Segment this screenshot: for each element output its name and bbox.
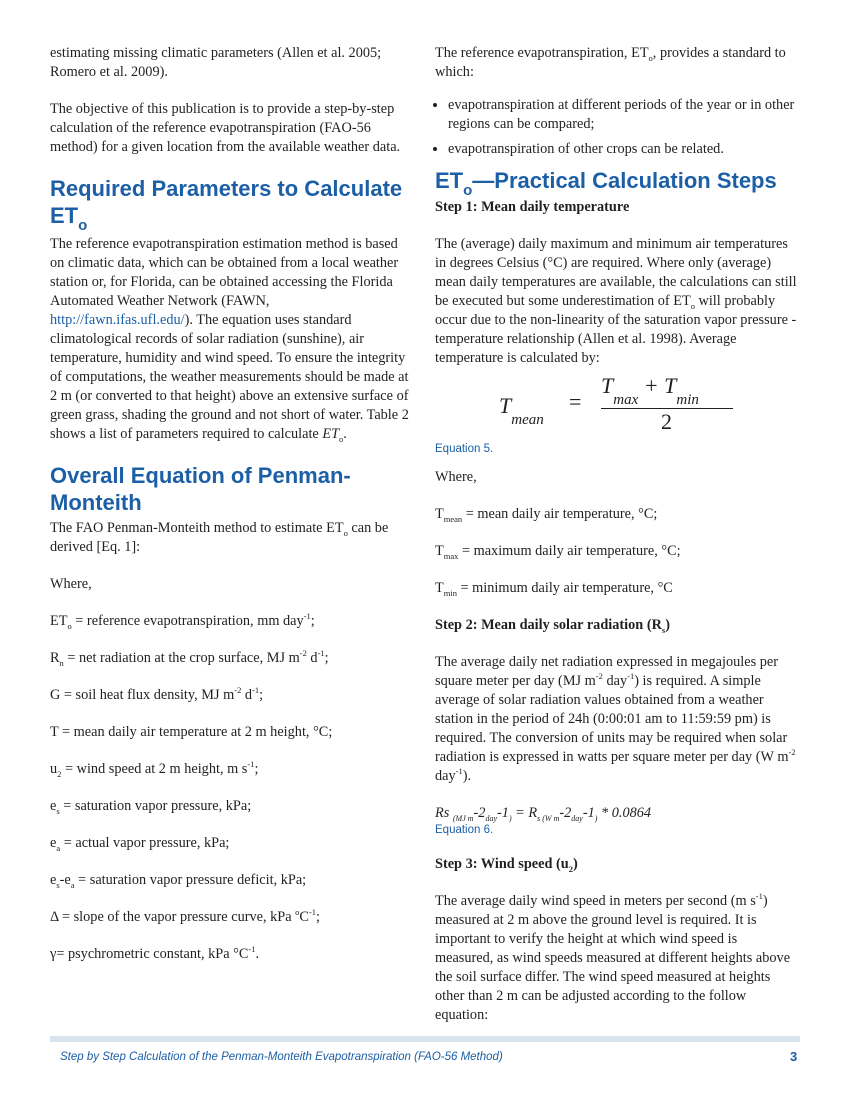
equation-5-label: Equation 5. [435,443,494,455]
paragraph: The average daily wind speed in meters per second (m $s^{-1}$) measured at 2 m above the ground level is required. It is important to verify the height at which wind speed is measured, as wind speeds measured at different heights above the soil surface differ. The wind speed measured at heights other than 2 m can be adjusted according to the follow equation: [435,891,791,1023]
definition: Δ = slope of the vapor pressure curve, kPa $^oC^{-1}$; [50,907,321,925]
definition: T = mean daily air temperature at 2 m height, °C; [50,724,333,740]
definition: $u_2$ = wind speed at 2 m height, m $s^{-1}$; [50,759,259,779]
equation-6-label: Equation 6. [435,824,494,836]
page-number: 3 [790,1049,798,1064]
footer-title: Step by Step Calculation of the Penman-Monteith Evapotranspiration (FAO-56 Method) [60,1051,503,1063]
definition: $ET_o$ = reference evapotranspiration, mm day$^{-1}$; [50,611,315,631]
step-3-heading: Step 3: Wind speed $(u_2)$ [435,856,578,874]
definition: $T_{min}$ = minimum daily air temperature, °C [435,580,673,598]
list-item: • evapotranspiration at different periods of the year or in other regions can be compared; [448,96,799,134]
heading-practical-steps: $ET_o—Practical$ Calculation Steps [435,168,777,199]
paragraph: estimating missing climatic parameters (Allen et al. 2005; Romero et al. 2009). [50,45,382,80]
paragraph: The reference evapotranspiration estimation method is based on climatic data, which can be obtained from a local weather station or, for Florida, can be obtained accessing the Florida Automated Weather Network (FAWN, http://fawn.ifas.ufl.edu/). The equation uses standard climatological records of solar radiation (sunshine), air temperature, humidity and wind speed. To ensure the integrity of computations, the weather measurements should be made at 2 m (or converted to that height) above an extensive surface of green grass, shading the ground and not short of water. Table 2 shows a list of parameters required to calculate $ET_o$. [50,236,409,444]
paragraph: The average daily net radiation expressed in megajoules per square meter per day (MJ $m^{-2}$ day$^{-1}$) is required. A simple average of solar radiation values obtained from a weather station in the period of 24h (0:00:01 am to 11:59:59 pm) is required. The conversion of units may be required when solar radiation is expressed in watts per square meter per day (W $m^{-2}$ day$^{-1}$). [435,654,796,784]
solar-radiation-conversion-formula: Rs $_{(MJ m}-2_{day}-1_) = R_{s (W m}-2_{day}-1_) * 0.0864$ [435,805,652,823]
heading-overall-equation: Overall Equation of Penman-Monteith [50,463,351,515]
bullet-list [435,96,799,159]
definition: $T_{max}$ = maximum daily air temperature, °C; [435,543,681,561]
step-1-heading: Step 1: Mean daily temperature [435,199,630,215]
paragraph: The (average) daily maximum and minimum air temperatures in degrees Celsius (°C) are required. Where only (average) mean daily temperatures are available, the calculations can still be executed but some underestimation of $ET_o$ will probably occur due to the non-linearity of the saturation vapor pressure - temperature relationship (Allen et al. 1998). Average temperature is calculated by: [435,236,797,366]
definition: $e_s$ = saturation vapor pressure, kPa; [50,798,252,816]
definition: $T_{mean}$ = mean daily air temperature, °C; [435,506,658,524]
where-label: Where, [435,469,477,485]
left-column [50,44,412,982]
definition: $R_n$ = net radiation at the crop surface, MJ $m^{-2}$ $d^{-1}$; [50,648,329,668]
step-2-heading: Step 2: Mean daily solar radiation $(R_s)$ [435,617,670,635]
heading-required-parameters: Required Parameters to Calculate $ET_o$ [50,176,403,234]
paragraph: The objective of this publication is to provide a step-by-step calculation of the reference evapotranspiration (FAO-56 method) for a given location from the available weather data. [50,101,401,155]
footer-rule [50,1036,800,1042]
definition: $e_s-e_a$ = saturation vapor pressure deficit, kPa; [50,872,307,890]
fawn-link[interactable]: http://fawn.ifas.ufl.edu/ [50,312,185,328]
definition: $e_a$ = actual vapor pressure, kPa; [50,835,230,853]
mean-temperature-formula: $T_{mean}$ = $T_{max} + T_{min}$ 2 [435,376,799,442]
list-item: • evapotranspiration of other crops can be related. [448,140,799,159]
right-column [435,44,799,1043]
definition: G = soil heat flux density, MJ $m^{-2}$ $d^{-1}$; [50,685,264,703]
paragraph: The reference evapotranspiration, $ET_o$, provides a standard to which: [435,45,786,80]
where-label: Where, [50,576,92,592]
definition: γ= psychrometric constant, kPa $^\circ C^{-1}$. [50,944,260,962]
paragraph: The FAO Penman-Monteith method to estimate $ET_o$ can be derived [Eq. 1]: [50,520,389,555]
